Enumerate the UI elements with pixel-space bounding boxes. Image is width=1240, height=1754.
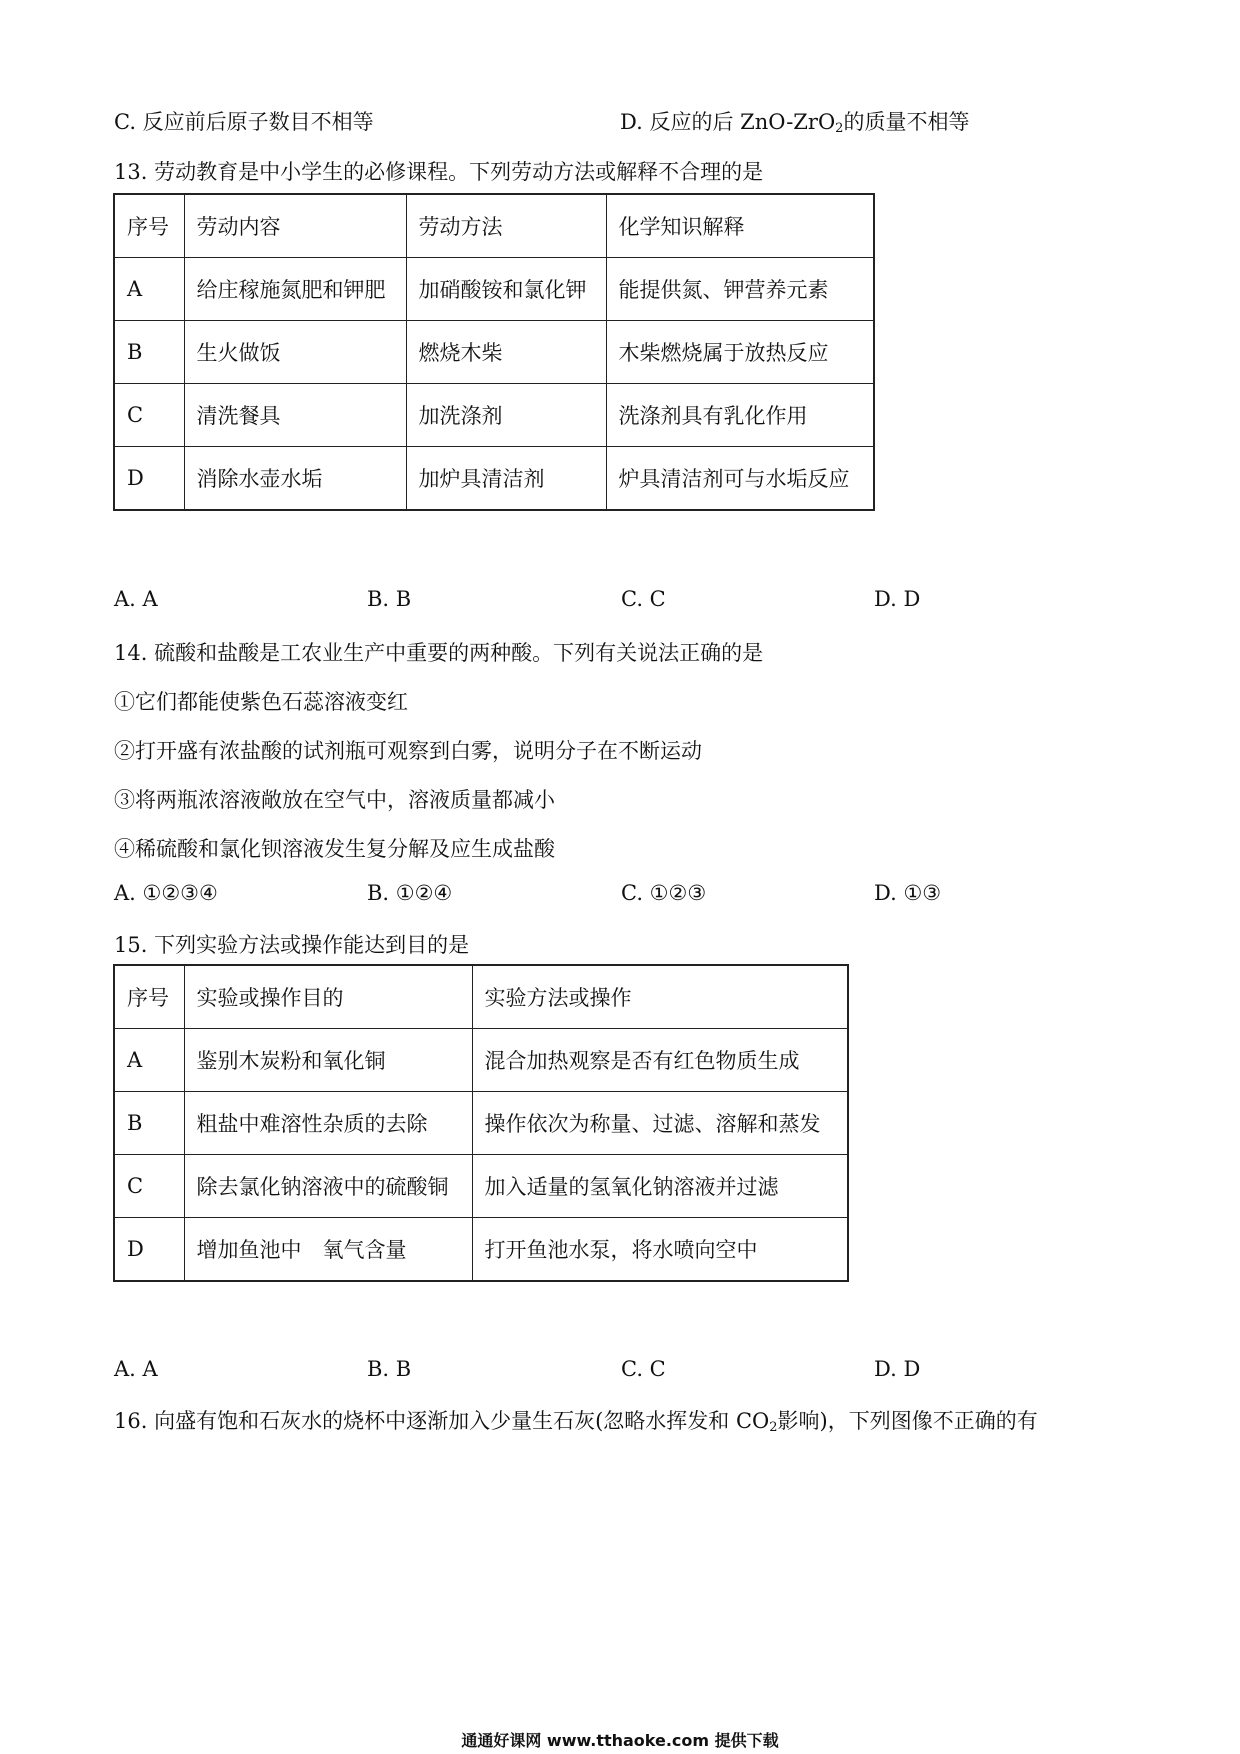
q15-option-d: D. D: [874, 1357, 921, 1381]
q14-options: [114, 881, 1114, 911]
q14-statement-3: ③将两瓶浓溶液敞放在空气中，溶液质量都减小: [114, 788, 555, 812]
table-row: [114, 1155, 848, 1218]
table-cell: 除去氯化钠溶液中的硫酸铜: [184, 1155, 472, 1218]
q14-option-c: C. ①②③: [621, 881, 707, 905]
table-row: [114, 447, 874, 511]
table-cell: B: [114, 1092, 184, 1155]
table-cell: 木柴燃烧属于放热反应: [606, 321, 874, 384]
q13-header-cell: 劳动方法: [406, 194, 606, 258]
q15-option-a: A. A: [114, 1357, 158, 1381]
table-row: [114, 1218, 848, 1282]
table-cell: 消除水壶水垢: [184, 447, 406, 511]
table-cell: 打开鱼池水泵，将水喷向空中: [472, 1218, 848, 1282]
q13-option-c: C. C: [621, 587, 666, 611]
q15-header-cell: 实验方法或操作: [472, 965, 848, 1029]
q15-header-cell: 实验或操作目的: [184, 965, 472, 1029]
table-cell: 加洗涤剂: [406, 384, 606, 447]
q15-stem: 15. 下列实验方法或操作能达到目的是: [114, 933, 470, 957]
q12-option-d: [620, 106, 969, 136]
table-cell: 加炉具清洁剂: [406, 447, 606, 511]
q15-options: [114, 1357, 1114, 1387]
q14-stem: 14. 硫酸和盐酸是工农业生产中重要的两种酸。下列有关说法正确的是: [114, 641, 764, 665]
q15-header-row: [114, 965, 848, 1029]
q12-option-c: C. 反应前后原子数目不相等: [114, 110, 374, 134]
table-cell: D: [114, 1218, 184, 1282]
table-row: [114, 1029, 848, 1092]
table-cell: 鉴别木炭粉和氧化铜: [184, 1029, 472, 1092]
q13-option-a: A. A: [114, 587, 158, 611]
table-cell: 加硝酸铵和氯化钾: [406, 258, 606, 321]
table-row: [114, 384, 874, 447]
table-cell: 生火做饭: [184, 321, 406, 384]
q14-statement-4: ④稀硫酸和氯化钡溶液发生复分解及应生成盐酸: [114, 837, 555, 861]
table-row: [114, 258, 874, 321]
table-cell: 加入适量的氢氧化钠溶液并过滤: [472, 1155, 848, 1218]
table-cell: 增加鱼池中 氧气含量: [184, 1218, 472, 1282]
q15-option-c: C. C: [621, 1357, 666, 1381]
q12-option-d-prefix: D. 反应的后 ZnO-ZrO: [620, 110, 836, 134]
table-cell: C: [114, 384, 184, 447]
q13-header-cell: 序号: [114, 194, 184, 258]
q14-option-b: B. ①②④: [367, 881, 453, 905]
q14-option-a: A. ①②③④: [114, 881, 218, 905]
table-row: [114, 321, 874, 384]
table-cell: C: [114, 1155, 184, 1218]
table-cell: D: [114, 447, 184, 511]
q13-header-row: [114, 194, 874, 258]
q15-option-b: B. B: [367, 1357, 412, 1381]
q16-stem-suffix: 影响)，下列图像不正确的有: [777, 1409, 1038, 1433]
table-cell: 混合加热观察是否有红色物质生成: [472, 1029, 848, 1092]
q13-options: [114, 587, 1114, 617]
q14-statement-1: ①它们都能使紫色石蕊溶液变红: [114, 690, 408, 714]
q12-option-d-sub: 2: [835, 121, 844, 136]
table-cell: 燃烧木柴: [406, 321, 606, 384]
q15-header-cell: 序号: [114, 965, 184, 1029]
table-cell: A: [114, 258, 184, 321]
q13-option-d: D. D: [874, 587, 921, 611]
table-cell: 洗涤剂具有乳化作用: [606, 384, 874, 447]
q13-option-b: B. B: [367, 587, 412, 611]
q16-stem-sub: 2: [769, 1420, 778, 1435]
page-footer: 通通好课网 www.tthaoke.com 提供下载: [461, 1731, 779, 1750]
table-cell: 操作依次为称量、过滤、溶解和蒸发: [472, 1092, 848, 1155]
table-cell: 给庄稼施氮肥和钾肥: [184, 258, 406, 321]
q13-stem: 13. 劳动教育是中小学生的必修课程。下列劳动方法或解释不合理的是: [114, 160, 764, 184]
q16-stem: [114, 1405, 1038, 1435]
table-cell: B: [114, 321, 184, 384]
table-cell: A: [114, 1029, 184, 1092]
table-cell: 炉具清洁剂可与水垢反应: [606, 447, 874, 511]
q16-stem-prefix: 16. 向盛有饱和石灰水的烧杯中逐渐加入少量生石灰(忽略水挥发和 CO: [114, 1409, 770, 1433]
table-cell: 清洗餐具: [184, 384, 406, 447]
q14-statement-2: ②打开盛有浓盐酸的试剂瓶可观察到白雾，说明分子在不断运动: [114, 739, 702, 763]
q13-header-cell: 化学知识解释: [606, 194, 874, 258]
q13-header-cell: 劳动内容: [184, 194, 406, 258]
q15-table: [113, 964, 849, 1282]
table-row: [114, 1092, 848, 1155]
q13-table: [113, 193, 875, 511]
table-cell: 粗盐中难溶性杂质的去除: [184, 1092, 472, 1155]
q14-option-d: D. ①③: [874, 881, 942, 905]
q12-option-d-suffix: 的质量不相等: [843, 110, 970, 134]
table-cell: 能提供氮、钾营养元素: [606, 258, 874, 321]
